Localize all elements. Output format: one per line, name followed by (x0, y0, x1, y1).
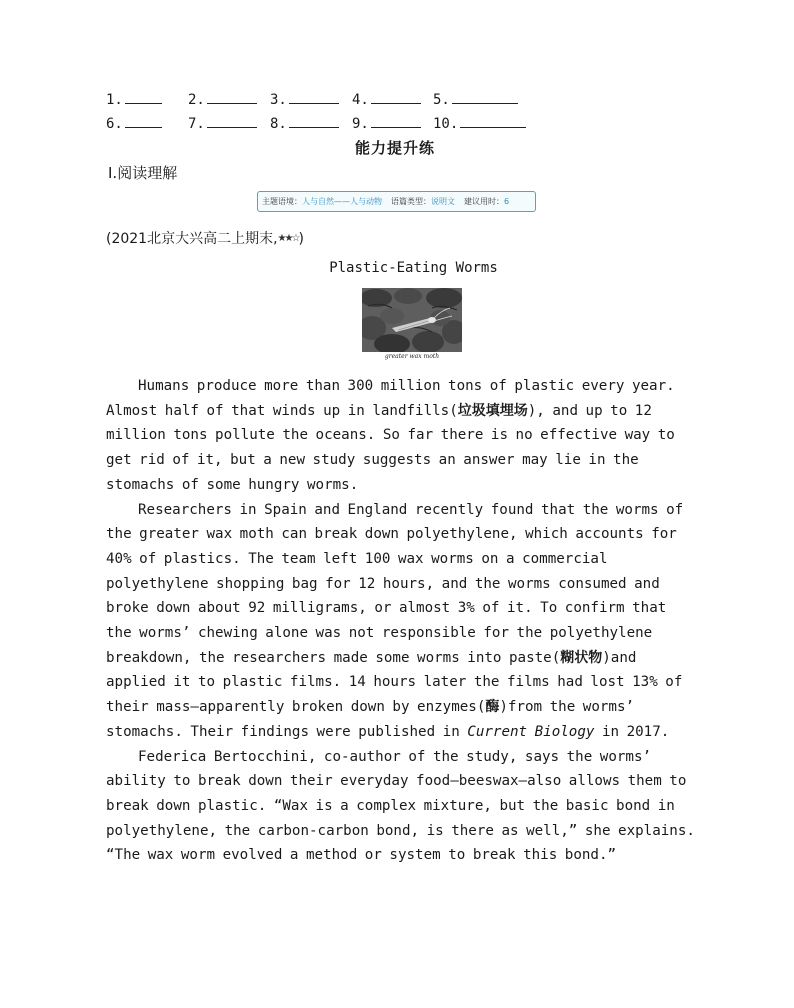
journal-name: Current Biology (467, 723, 595, 740)
paragraph-3: Federica Bertocchini, co-author of the study, says the worms’ ability to break down their everyday food—beeswax—also allows them to break down plastic. “Wax is a complex mixture, but the basic bond in polyethylene, the carbon-carbon bond, is there as well,” she explains. “The wax worm evolved a method or system to break this bond.” (106, 748, 695, 864)
genre-key: 语篇类型： (391, 197, 431, 206)
passage-info-box (257, 191, 536, 212)
wax-moth-photo (362, 288, 462, 352)
answer-blank-3[interactable]: 3. (270, 89, 339, 111)
answer-blank-1[interactable]: 1. (106, 89, 162, 111)
answer-blank-5[interactable]: 5. (433, 89, 518, 111)
genre-value: 说明文 (431, 197, 455, 206)
section-heading: 能力提升练 (355, 139, 436, 157)
answer-blank-2[interactable]: 2. (188, 89, 257, 111)
paragraph-1: Humans produce more than 300 million tons of plastic every year. Almost half of that winds up in landfills(垃圾填埋场), and up to 12 million tons pollute the oceans. So far there is no effective way to get rid of it, but a new study suggests an answer may lie in the stomachs of some hungry worms. (106, 378, 675, 493)
answer-blank-6[interactable]: 6. (106, 113, 162, 135)
source-line (106, 228, 304, 248)
time-value: 6 (504, 197, 510, 206)
time-key: 建议用时： (464, 197, 504, 206)
theme-key: 主题语境： (262, 197, 302, 206)
article-body (106, 374, 696, 868)
source-close: ) (298, 231, 304, 247)
image-caption: greater wax moth (384, 353, 440, 360)
theme-value: 人与自然——人与动物 (302, 197, 382, 206)
part-title: Ⅰ.阅读理解 (108, 164, 178, 182)
answer-blank-10[interactable]: 10. (433, 113, 526, 135)
answer-blank-4[interactable]: 4. (352, 89, 421, 111)
source-text: (2021北京大兴高二上期末, (106, 231, 278, 247)
paragraph-2: Researchers in Spain and England recently found that the worms of the greater wax moth can break down polyethylene, which accounts for 40% of plastics. The team left 100 wax worms on a commercial polyethylene shopping bag for 12 hours, and the worms consumed and broke down about 92 milligrams, or almost 3% of it. To confirm that the worms’ chewing alone was not responsible for the polyethylene breakdown, the researchers made some worms into paste(糊状物)and applied it to plastic films. 14 hours later the films had lost 13% of their mass—apparently broken down by enzymes(酶)from the worms’ stomachs. Their findings were published in Current Biology in 2017. (106, 501, 684, 740)
answer-blank-7[interactable]: 7. (188, 113, 257, 135)
answer-blank-9[interactable]: 9. (352, 113, 421, 135)
article-title: Plastic-Eating Worms (329, 260, 498, 276)
answer-blank-8[interactable]: 8. (270, 113, 339, 135)
difficulty-stars-icon: ★★☆ (277, 233, 299, 244)
wax-moth-image (362, 288, 462, 352)
